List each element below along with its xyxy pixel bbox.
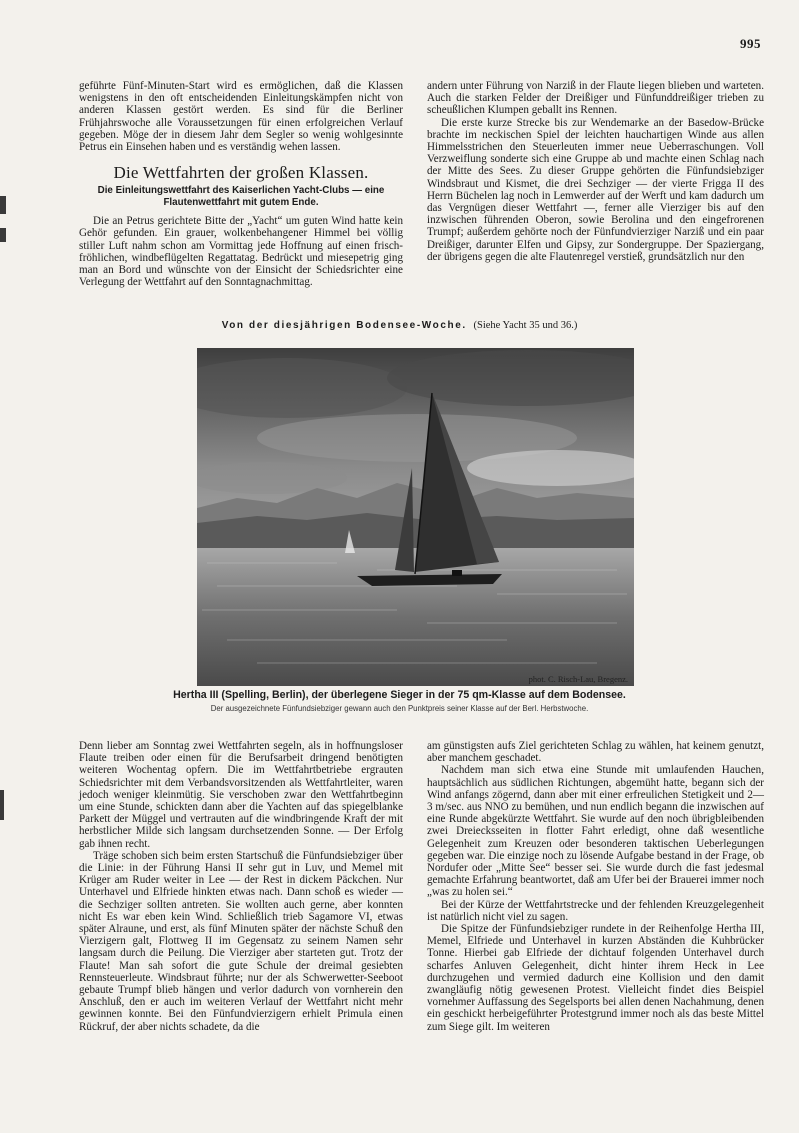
photo-subcaption: Der ausgezeichnete Fünfundsiebziger gewann auch den Punktpreis seiner Klasse auf der Berl. Herbstwoche. [210, 704, 589, 713]
article-subheading: Die Einleitungswettfahrt des Kaiserlichen Yacht-Clubs — eine Flautenwettfahrt mit gutem Ende. [97, 185, 385, 209]
photo-credit: phot. C. Risch-Lau, Bregenz. [528, 674, 628, 684]
body-paragraph: Denn lieber am Sonntag zwei Wettfahrten segeln, als in hoffnungsloser Flaute treiben oder einen für die Berufsarbeit dringend benötigten weiteren Wochentag opfern. Die im Wettfahrtbetriebe ergrauten Schiedsrichter mit dem Verbandsvorsitzenden als Wettfahrtleiter, waren jedoch weniger kleinmütig. Sie verschoben zwar den Wettfahrtbeginn um eine Stunde, schickten dann aber die Yachten auf das spiegelblanke Parkett der Müggel und vertrauten auf die windbringende Kraft der mit herbstlicher Milde sich langsam durchsetzenden Sonne. — Der Erfolg gab ihnen recht. [79, 740, 403, 850]
sailboat-photo [197, 348, 634, 686]
body-paragraph: Träge schoben sich beim ersten Startschuß die Fünfundsiebziger über die Linie: in der Führung Hansi II sehr gut in Luv, und Memel mit Krüger am Ruder weiter in Lee — der Rest in dickem Päckchen. Nur Unterhavel und Elfriede hinkten etwas nach. Dann schoß es wieder — die Sechziger sollten antreten. Sie wollten auch gerne, aber konnten nicht Es war eben kein Wind. Schließlich trieb Sagamore VI, etwas später Alraune, und erst, als fünf Minuten später der nächste Schuß den Vierzigern galt, Flottweg II im Gegensatz zu seinem Namen sehr langsam durch die Peilung. Die Vierziger aber starteten gut. Trotz der Flaute! Man sah sofort die gute Schule der dreimal gesiebten Rennsteuerleute. Windsbraut führte; nur der als Schwerwetter-Seeboot gebaute Trumpf blieb hängen und verlor dadurch von vornherein den Anschluß, den er auch im weiteren Verlauf der Wettfahrt nicht mehr gewinnen konnte. Bei den Fünfundvierzigern erhielt Primula einen Rückruf, der aber nichts schadete, da die [79, 849, 403, 1033]
body-paragraph: Bei der Kürze der Wettfahrtstrecke und der fehlenden Kreuzgelegenheit ist natürlich nicht viel zu sagen. [427, 898, 764, 923]
photo-caption: Hertha III (Spelling, Berlin), der überlegene Sieger in der 75 qm-Klasse auf dem Bodensee. [173, 689, 626, 701]
body-paragraph: andern unter Führung von Narziß in der Flaute liegen blieben und warteten. Auch die starken Felder der Dreißiger und Fünfunddreißiger trieben zu scheußlichen Klumpen geballt ins Rennen. [427, 80, 764, 117]
section-reference: (Siehe Yacht 35 und 36.) [473, 320, 578, 331]
sailboat-photo-illustration [197, 348, 634, 686]
body-paragraph: Die erste kurze Strecke bis zur Wendemarke an der Basedow-Brücke brachte im neckischen Spiel der leichten hauchartigen Winde aus allen Himmelsstrichen den Steuerleuten immer neue Ueberraschungen. Voll Verzweiflung sonderte sich eine Gruppe ab und machte einen Schlag nach der Mitte des Sees. Zu dieser Gruppe gehörten die Fünfundsiebziger Windsbraut und Kismet, die drei Sechziger — der vierte Frigga II des Herrn Büchelen lag noch in Lemwerder auf der Werft und kam dadurch um das Vergnügen dieser Wettfahrt —, ferner alle Vierziger bis auf den inzwischen führenden Oberon, sowie Berolina und den eingefrorenen Trumpf; außerdem gehörte noch der Fünfundvierziger Narziß und ein paar Dreißiger, darunter Elfen und Gipsy, zur Sondergruppe. Der Spaziergang, der übrigens gegen die alte Flautenregel verstieß, grundsätzlich nur den [427, 116, 764, 263]
column-top-left [79, 80, 403, 288]
column-bottom-right [427, 740, 764, 1033]
article-heading: Die Wettfahrten der großen Klassen. [113, 163, 369, 183]
scan-edge-mark [0, 196, 6, 214]
body-paragraph: Nachdem man sich etwa eine Stunde mit umlaufenden Hauchen, hauptsächlich aus südlichen Richtungen, abgemüht hatte, begann sich der Wind anfangs zögernd, dann aber mit einer erfreulichen Stetigkeit und 2—3 m/sec. aus NNO zu bemühen, und nun endlich begann die inzwischen auf eine Runde abgekürzte Wettfahrt. Sie wurde auf den noch übrigbleibenden zwei Dreiecksseiten in flotter Fahrt erledigt, ohne daß wesentliche Gelegenheit zum Kreuzen oder besonderen taktischen Ueberlegungen gegeben war. Die einzige noch zu lösende Aufgabe bestand in der Frage, ob Nordufer oder „Mitte See“ besser sei. Sie wurde durch die fast jedesmal gemachte Erfahrung beantwortet, daß am Ufer bei der Brauerei immer noch „was zu holen sei.“ [427, 764, 764, 899]
column-bottom-left [79, 740, 403, 1033]
scan-edge-mark [0, 228, 6, 242]
page-number: 995 [740, 36, 761, 51]
section-caption [0, 319, 799, 331]
column-top-right [427, 80, 764, 263]
body-paragraph: Die an Petrus gerichtete Bitte der „Yacht“ um guten Wind hatte kein Gehör gefunden. Ein grauer, wolkenbehangener Himmel bei völlig stiller Luft nahm schon am Vormittag jede Hoffnung auf einen frisch-fröhlichen, windbeflügelten Regattatag. Bedrückt und miesepetrig ging man an Bord und wünschte von der Einsicht der Schiedsrichter eine Verlegung der Wettfahrt auf den Sonntagnachmittag. [79, 215, 403, 289]
section-title: Von der diesjährigen Bodensee-Woche. [221, 320, 467, 331]
body-paragraph: am günstigsten aufs Ziel gerichteten Schlag zu wählen, hat keinem genutzt, aber manchem geschadet. [427, 740, 764, 765]
scan-edge-mark [0, 790, 4, 820]
intro-paragraph: geführte Fünf-Minuten-Start wird es ermöglichen, daß die Klassen wenigstens in den oft entscheidenden Einleitungskämpfen nicht von anderen Klassen gestört werden. Es sind für die Berliner Frühjahrswoche alle Voraussetzungen für einen erfolgreichen Verlauf gegeben. Möge der in diesem Jahr dem Segler so wenig wohlgesinnte Petrus ein Einsehen haben und es verständig wehen lassen. [79, 80, 403, 154]
body-paragraph: Die Spitze der Fünfundsiebziger rundete in der Reihenfolge Hertha III, Memel, Elfriede und Unterhavel in kurzen Abständen die Kuhbrücker Tonne. Hierbei gab Elfriede der dichtauf folgenden Unterhavel durch scharfes Anluven Gelegenheit, dicht hinter ihrem Heck in Lee durchzugehen und vermied dadurch eine Kollision und den damit zwangläufig nötig gewesenen Protest. Vielleicht findet dies Beispiel vornehmer Auffassung des Segelsports bei allen denen Nachahmung, denen ein geschickt herbeigeführter Protestgrund immer noch als das beste Mittel zum Siege gilt. Im weiteren [427, 923, 764, 1033]
